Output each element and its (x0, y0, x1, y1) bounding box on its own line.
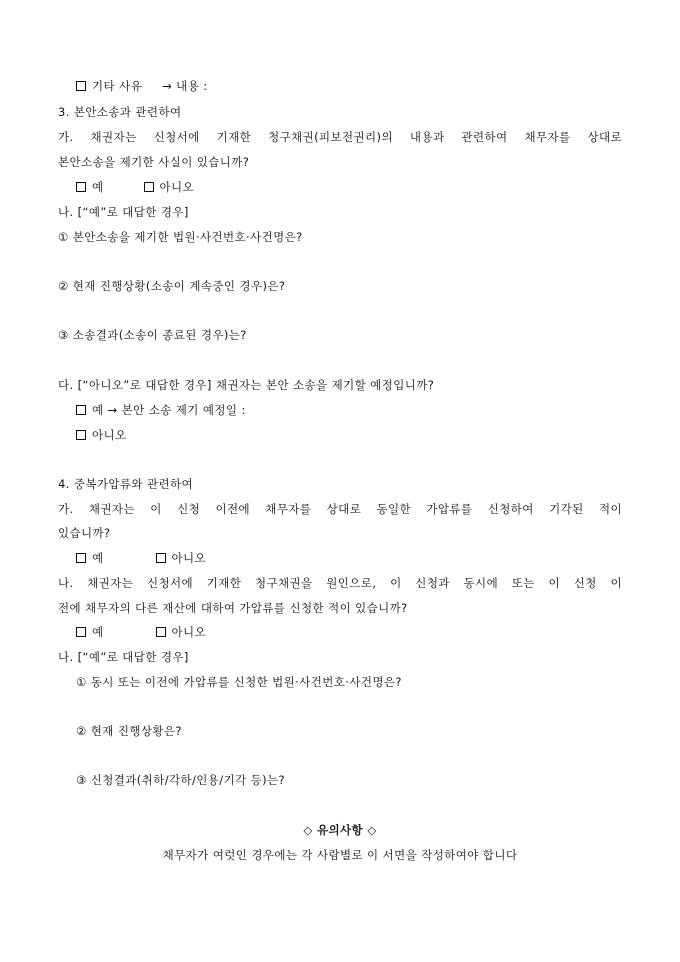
other-reason-checkbox[interactable] (76, 81, 86, 91)
section4-na-yes-label: 예 (92, 625, 104, 639)
section4-ga-options (76, 550, 206, 566)
section4-na-options (76, 624, 206, 640)
section4-ga-line2: 있습니까? (58, 526, 111, 540)
section4-q2: ② 현재 진행상황은? (76, 724, 182, 738)
section3-q2: ② 현재 진행상황(소송이 계속중인 경우)은? (58, 279, 286, 293)
notice-title: ◇ 유의사항 ◇ (303, 823, 377, 837)
section3-da-yes-label: 예 → 본안 소송 제기 예정일 : (92, 403, 246, 417)
other-reason-label: 기타 사유 (92, 79, 143, 93)
other-reason-content-label: → 내용 : (162, 79, 208, 93)
section3-no-checkbox[interactable] (144, 182, 154, 192)
section4-ga-no-checkbox[interactable] (156, 553, 166, 563)
section3-da-no-row (76, 427, 127, 443)
section3-ga-line2: 본안소송을 제기한 사실이 있습니까? (58, 155, 250, 169)
notice-text: 채무자가 여럿인 경우에는 각 사람별로 이 서면을 작성하여야 합니다 (162, 848, 518, 862)
section3-da-yes-row (76, 402, 246, 418)
section4-na-no-checkbox[interactable] (156, 627, 166, 637)
section3-na: 나. [“예”로 대답한 경우] (58, 205, 189, 219)
section3-q3: ③ 소송결과(소송이 종료된 경우)는? (58, 328, 247, 342)
section4-na-no-label: 아니오 (171, 625, 207, 639)
section4-ga-no-label: 아니오 (171, 551, 207, 565)
section4-q3: ③ 신청결과(취하/각하/인용/기각 등)는? (76, 773, 286, 787)
section3-yes-label: 예 (92, 180, 104, 194)
section3-q1: ① 본안소송을 제기한 법원·사건번호·사건명은? (58, 230, 303, 244)
section3-da: 다. [“아니오”로 대답한 경우] 채권자는 본안 소송을 제기할 예정입니까? (58, 378, 435, 392)
section4-title: 4. 중복가압류와 관련하여 (58, 477, 193, 491)
section4-ga-yes-checkbox[interactable] (76, 553, 86, 563)
section4-na-line2: 전에 채무자의 다른 재산에 대하여 가압류를 신청한 적이 있습니까? (58, 601, 408, 615)
section3-title: 3. 본안소송과 관련하여 (58, 105, 182, 119)
section3-da-yes-checkbox[interactable] (76, 405, 86, 415)
section4-na-yes-checkbox[interactable] (76, 627, 86, 637)
section3-ga-options (76, 179, 194, 195)
other-reason-row (76, 78, 208, 94)
section4-na-line1: 나. 채권자는 신청서에 기재한 청구채권을 원인으로, 이 신청과 동시에 또는 이 신청 이 (58, 576, 622, 590)
section4-na2: 나. [“예”로 대답한 경우] (58, 650, 189, 664)
section3-yes-checkbox[interactable] (76, 182, 86, 192)
section4-ga-yes-label: 예 (92, 551, 104, 565)
section4-q1: ① 동시 또는 이전에 가압류를 신청한 법원·사건번호·사건명은? (76, 675, 402, 689)
section4-ga-line1: 가. 채권자는 이 신청 이전에 채무자를 상대로 동일한 가압류를 신청하여 기각된 적이 (58, 502, 622, 516)
section3-ga-line1: 가. 채권자는 신청서에 기재한 청구채권(피보전권리)의 내용과 관련하여 채무자를 상대로 (58, 130, 622, 144)
section3-no-label: 아니오 (159, 180, 195, 194)
section3-da-no-label: 아니오 (92, 428, 127, 442)
section3-da-no-checkbox[interactable] (76, 430, 86, 440)
